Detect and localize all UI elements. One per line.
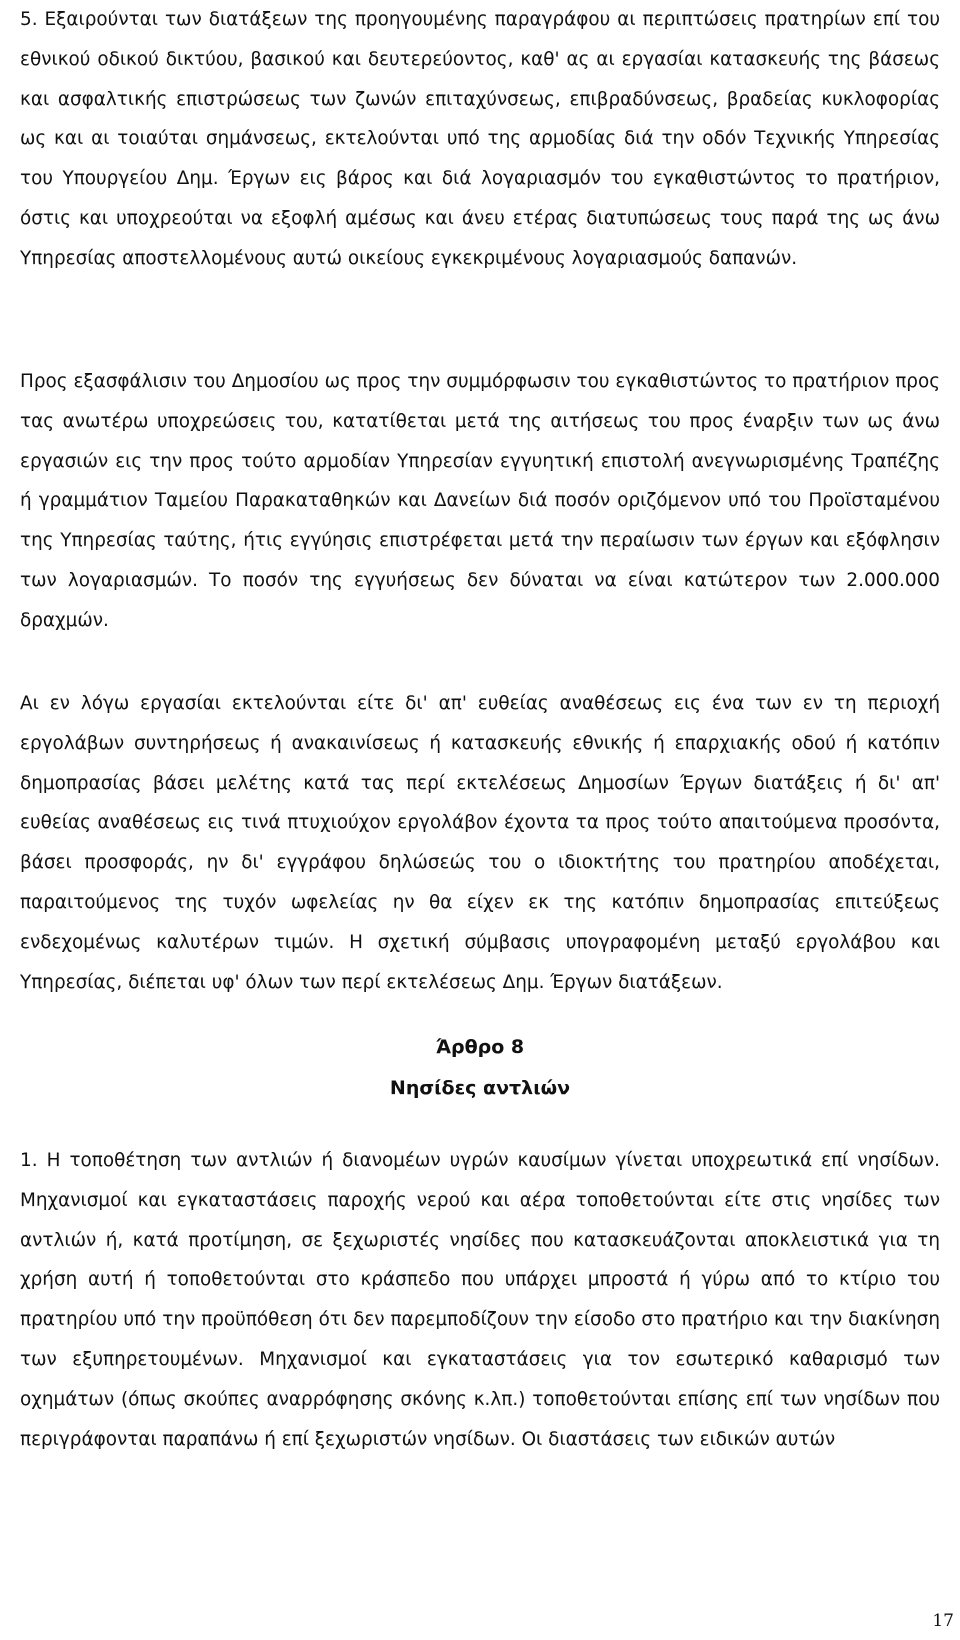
page-number: 17 (932, 1611, 954, 1631)
paragraph-5: 5. Εξαιρούνται των διατάξεων της προηγουμένης παραγράφου αι περιπτώσεις πρατηρίων επί του εθνικού οδικού δικτύου, βασικού και δευτερεύοντος, καθ' ας αι εργασίαι κατασκευής της βάσεως και ασφαλτικής επιστρώσεως των ζωνών επιταχύνσεως, επιβραδύνσεως, βραδείας κυκλοφορίας ως και αι τοιαύται σημάνσεως, εκτελούνται υπό της αρμοδίας διά την οδόν Τεχνικής Υπηρεσίας του Υπουργείου Δημ. Έργων εις βάρος και διά λογαριασμόν του εγκαθιστώντος το πρατήριον, όστις και υποχρεούται να εξοφλή αμέσως και άνευ ετέρας διατυπώσεως τους παρά της ως άνω Υπηρεσίας αποστελλομένους αυτώ οικείους εγκεκριμένους λογαριασμούς δαπανών. (20, 9, 940, 269)
article-number-heading: Άρθρο 8 (435, 1036, 525, 1058)
article-title-heading: Νησίδες αντλιών (389, 1077, 571, 1099)
paragraph-guarantee: Προς εξασφάλισιν του Δημοσίου ως προς την συμμόρφωσιν του εγκαθιστώντος το πρατήριον προς τας ανωτέρω υποχρεώσεις του, κατατίθεται μετά της αιτήσεως του προς έναρξιν των ως άνω εργασιών εις την προς τούτο αρμοδίαν Υπηρεσίαν εγγυητική επιστολή ανεγνωρισμένης Τραπέζης ή γραμμάτιον Ταμείου Παρακαταθηκών και Δανείων διά ποσόν οριζόμενον υπό του Προϊσταμένου της Υπηρεσίας ταύτης, ήτις εγγύησις επιστρέφεται μετά την περαίωσιν των έργων και εξόφλησιν των λογαριασμών. Το ποσόν της εγγυήσεως δεν δύναται να είναι κατώτερον των 2.000.000 δραχμών. (20, 371, 940, 631)
paragraph-works-execution: Αι εν λόγω εργασίαι εκτελούνται είτε δι' απ' ευθείας αναθέσεως εις ένα των εν τη περιοχή εργολάβων συντηρήσεως ή ανακαινίσεως ή κατασκευής εθνικής ή επαρχιακής οδού ή κατόπιν δημοπρασίας βάσει μελέτης κατά τας περί εκτελέσεως Δημοσίων Έργων διατάξεις ή δι' απ' ευθείας αναθέσεως εις τινά πτυχιούχον εργολάβον έχοντα τα προς τούτο απαιτούμενα προσόντα, βάσει προσφοράς, ην δι' εγγράφου δηλώσεώς του ο ιδιοκτήτης του πρατηρίου αποδέχεται, παραιτούμενος της τυχόν ωφελείας ην θα είχεν εκ της κατόπιν δημοπρασίας επιτεύξεως ενδεχομένως καλυτέρων τιμών. Η σχετική σύμβασις υπογραφομένη μεταξύ εργολάβου και Υπηρεσίας, διέπεται υφ' όλων των περί εκτελέσεως Δημ. Έργων διατάξεων. (20, 693, 940, 993)
article-8-paragraph-1: 1. Η τοποθέτηση των αντλιών ή διανομέων υγρών καυσίμων γίνεται υποχρεωτικά επί νησίδων. Μηχανισμοί και εγκαταστάσεις παροχής νερού και αέρα τοποθετούνται είτε στις νησίδες των αντλιών ή, κατά προτίμηση, σε ξεχωριστές νησίδες που κατασκευάζονται αποκλειστικά για τη χρήση αυτή ή τοποθετούνται στο κράσπεδο που υπάρχει μπροστά ή γύρω από το κτίριο του πρατηρίου υπό την προϋπόθεση ότι δεν παρεμποδίζουν την είσοδο στο πρατήριο και την διακίνηση των εξυπηρετουμένων. Μηχανισμοί και εγκαταστάσεις για τον εσωτερικό καθαρισμό των οχημάτων (όπως σκούπες αναρρόφησης σκόνης κ.λπ.) τοποθετούνται επίσης επί των νησίδων που περιγράφονται παραπάνω ή επί ξεχωριστών νησίδων. Οι διαστάσεις των ειδικών αυτών (20, 1150, 940, 1450)
